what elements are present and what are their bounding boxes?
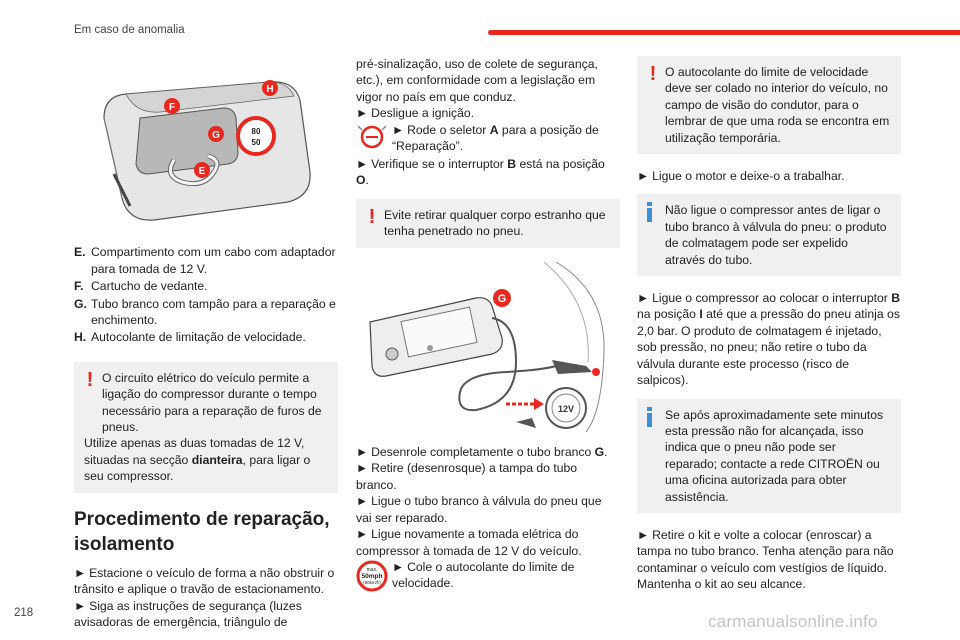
warning-box: [637, 56, 901, 154]
step-sticker: max. 50mph (80km/h) ► Cole o autocolante do limite de velocidade.: [356, 559, 620, 597]
step-park: ► Estacione o veículo de forma a não obstruir o trânsito e aplique o travão de estacionamento.: [74, 565, 335, 597]
step-ignition: ► Desligue a ignição.: [356, 106, 475, 121]
callout-g: G: [212, 130, 220, 141]
compressor-kit-illustration: [74, 56, 338, 230]
arrow-icon: ►: [356, 445, 369, 460]
legend-key: G.: [74, 296, 87, 311]
arrow-icon: ►: [392, 122, 405, 137]
info-text: Não ligue o compressor antes de ligar o tubo branco à válvula do pneu: o produto de colmatagem pode ser expelido através do tubo.: [665, 203, 887, 267]
svg-text:(80km/h): (80km/h): [363, 579, 381, 585]
section-heading: Procedimento de reparação, isolamento: [74, 508, 330, 555]
column-left: [74, 56, 338, 630]
arrow-icon: ►: [637, 291, 650, 306]
warning-box: [356, 199, 620, 248]
warning-text: Evite retirar qualquer corpo estranho que tenha penetrado no pneu.: [384, 207, 606, 239]
arrow-icon: ►: [356, 494, 369, 509]
arrow-icon: ►: [392, 559, 405, 574]
legend-item: [74, 296, 338, 329]
legend-item: [74, 244, 338, 277]
step-selector: ► Rode o seletor A para a posição de “Reparação”.: [356, 122, 620, 156]
legend-key: F.: [74, 279, 84, 294]
callout-e: E: [198, 166, 206, 177]
section-title: Em caso de anomalia: [74, 24, 185, 36]
column-middle: [356, 56, 620, 597]
arrow-icon: ►: [356, 461, 369, 476]
arrow-icon: ►: [74, 565, 87, 580]
step-connect-valve: ► Ligue o tubo branco à válvula do pneu que vai ser reparado.: [356, 494, 602, 525]
legend-item: [74, 329, 338, 345]
arrow-icon: ►: [356, 106, 369, 121]
legend-item: [74, 278, 338, 294]
info-icon: [647, 407, 659, 429]
step-connect-plug: ► Ligue novamente a tomada elétrica do compressor à tomada de 12 V do veículo.: [356, 527, 582, 558]
warning-text: O circuito elétrico do veículo permite a ligação do compressor durante o tempo necessário para a reparação de furos de pneus.: [102, 370, 322, 435]
step-switch: ► Verifique se o interruptor B está na posição O.: [356, 157, 605, 188]
callout-h: H: [266, 84, 274, 95]
arrow-icon: ►: [356, 157, 369, 172]
info-box: [637, 194, 901, 276]
sticker-80: 80: [251, 127, 261, 136]
arrow-icon: ►: [74, 598, 87, 613]
legend-key: E.: [74, 245, 86, 260]
step-remove-cap: ► Retire (desenrosque) a tampa do tubo branco.: [356, 461, 578, 492]
info-icon: [647, 202, 659, 224]
arrow-icon: ►: [637, 527, 650, 542]
watermark: carmanualsonline.info: [708, 612, 878, 631]
callout-g-fig2: G: [497, 292, 507, 305]
step-safety: ► Siga as instruções de segurança (luzes avisadoras de emergência, triângulo de: [74, 598, 302, 629]
step-compressor: ► Ligue o compressor ao colocar o interruptor B na posição I até que a pressão do pneu atinja os 2,0 bar. O produto de colmatagem é injetado, sob pressão, no pneu; não retire o tubo da válvula durante este processo (risco de salpicos).: [637, 291, 901, 388]
warning-box: [74, 362, 338, 493]
socket-label: 12V: [557, 403, 575, 414]
column-right: [637, 56, 901, 593]
speed-sticker-icon: [356, 559, 388, 597]
svg-text:50mph: 50mph: [361, 572, 383, 580]
step-unroll: ► Desenrole completamente o tubo branco G.: [356, 445, 608, 460]
compressor-connection-illustration: [356, 262, 620, 436]
component-legend: [74, 244, 338, 345]
warning-icon: !: [649, 63, 657, 85]
legend-text: Compartimento com um cabo com adaptador para tomada de 12 V.: [91, 245, 336, 276]
legend-text: Cartucho de vedante.: [91, 279, 208, 294]
info-box: [637, 399, 901, 513]
legend-key: H.: [74, 330, 87, 345]
info-text: Se após aproximadamente sete minutos esta pressão não for alcançada, isso indica que o pneu não pode ser reparado; contacte a rede CITROËN ou uma oficina autorizada para obter assistência.: [665, 407, 884, 504]
arrow-icon: ►: [637, 169, 650, 184]
sticker-50: 50: [251, 138, 261, 147]
warning-icon: !: [86, 368, 94, 391]
svg-text:max.: max.: [366, 566, 378, 573]
arrow-icon: ►: [356, 527, 369, 542]
selector-icon: [356, 122, 388, 156]
legend-text: Tubo branco com tampão para a reparação e enchimento.: [91, 296, 336, 328]
step-engine: ► Ligue o motor e deixe-o a trabalhar.: [637, 169, 845, 184]
warning-text-2: Utilize apenas as duas tomadas de 12 V, situadas na secção dianteira, para ligar o seu compressor.: [84, 436, 311, 484]
warning-text: O autocolante do limite de velocidade deve ser colado no interior do veículo, no campo de visão do condutor, para o lembrar de que uma roda se encontra em utilização temporária.: [665, 65, 890, 145]
header-accent-bar: [488, 30, 960, 35]
legend-text: Autocolante de limitação de velocidade.: [91, 330, 306, 345]
safety-continued: pré-sinalização, uso de colete de segurança, etc.), em conformidade com a legislação em vigor no país em que conduz.: [356, 57, 598, 104]
page-number: 218: [14, 607, 34, 619]
callout-f: F: [168, 102, 176, 113]
warning-icon: !: [368, 205, 376, 228]
step-remove-kit: ► Retire o kit e volte a colocar (enroscar) a tampa no tubo branco. Tenha atenção para não contaminar o veículo com vestígios de líquido. Mantenha o kit ao seu alcance.: [637, 527, 894, 592]
